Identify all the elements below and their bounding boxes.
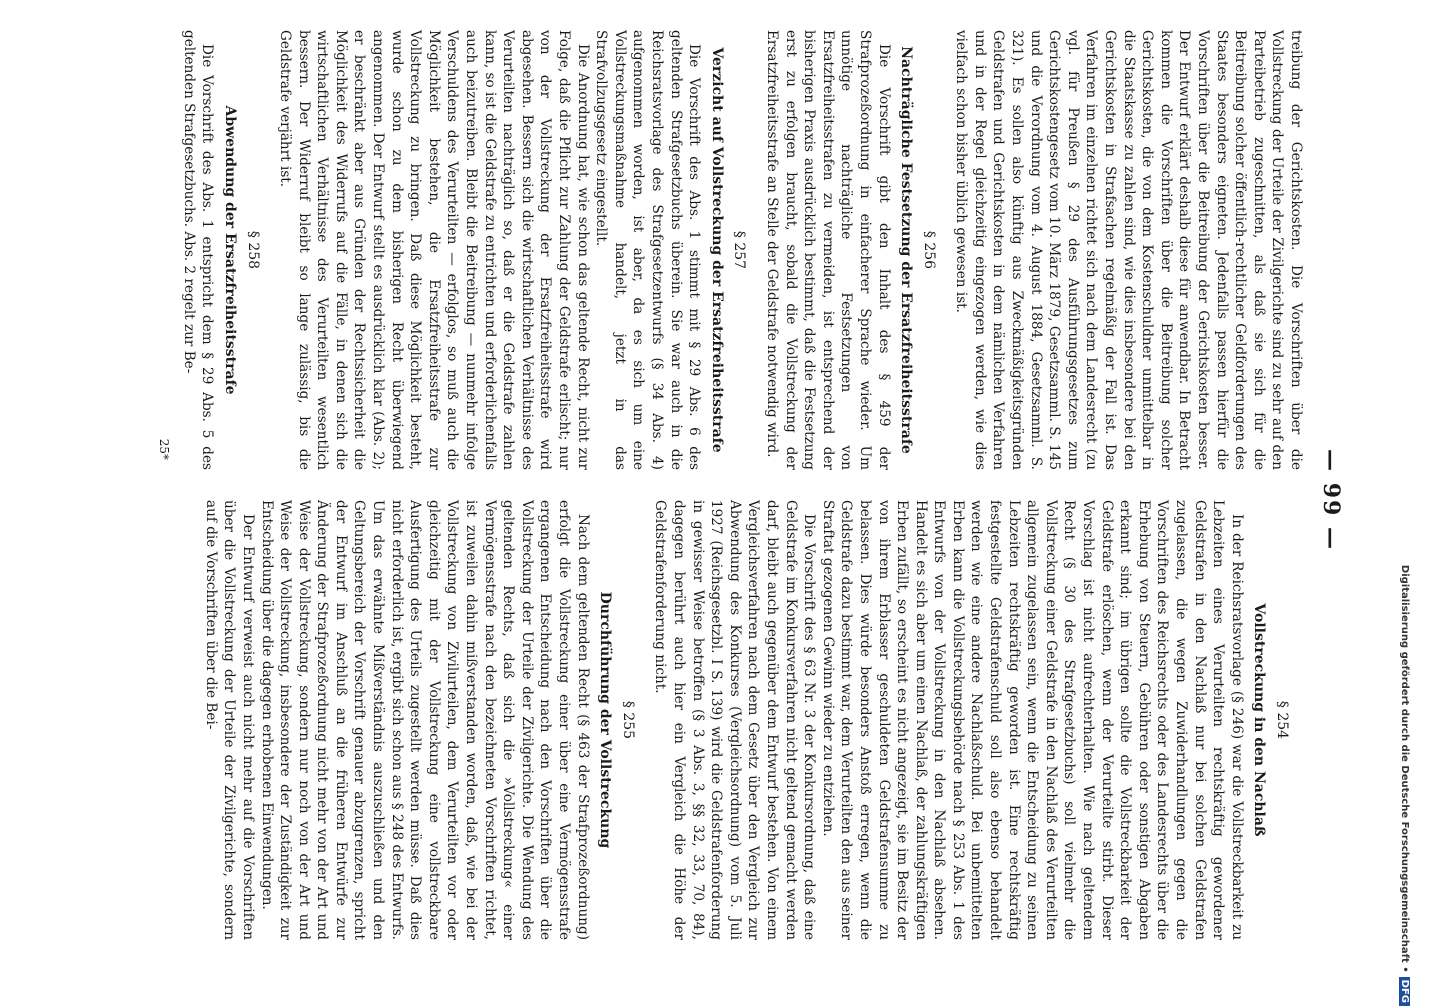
page-number: — 99 —: [1318, 449, 1344, 551]
section-title-258: Abwendung der Ersatzfreiheitsstrafe: [221, 105, 238, 395]
digitization-credit: [1390, 6, 1410, 1006]
paragraph: Die Vorschrift gibt den Inhalt des § 459 der Strafprozeßordnung in einfacherer Sprache wieder. Um unnötige nachträgliche Festsetzungen von Ersatzfreiheitsstrafen zu vermeiden, ist entsprechend der bisherigen Praxis ausdrücklich bestimmt, daß die Festsetzung erst zu erfolgen braucht, sobald die Vollstreckung der Ersatzfreiheitsstrafe an Stelle der Geldstrafe notwendig wird.: [763, 30, 892, 470]
paragraph: Die Anordnung hat, wie schon das geltende Recht, nicht zur Folge, daß die Pflicht zur Zahlung der Geldstrafe erlischt; nur von der Vollstreckung der Ersatzfreiheitsstrafe wird abgesehen. Bessern sich die wirtschaftlichen Verhältnisse des Verurteilten nachträglich so, daß er die Geldstrafe zahlen kann, so ist die Geldstrafe zu entrichten und erforderlichenfalls auch beizutreiben. Bleibt die Beitreibung — nunmehr infolge Verschuldens des Verurteilten — erfolglos, so muß auch die Möglichkeit bestehen, die Ersatzfreiheitsstrafe zur Vollstreckung zu bringen. Daß diese Möglichkeit besteht, wurde schon zu dem bisherigen Recht überwiegend angenommen. Der Entwurf stellt es ausdrücklich klar (Abs. 2); er beschränkt aber aus Gründen der Rechtssicherheit die Möglichkeit des Widerrufs auf die Fälle, in denen sich die wirtschaftlichen Verhältnisse des Verurteilten wesentlich bessern. Der Widerruf bleibt so lange zulässig, bis die Geldstrafe verjährt ist.: [277, 30, 591, 470]
section-number-255: § 255: [619, 700, 636, 740]
paragraph-continued: treibung der Gerichtskosten. Die Vorschriften über die Vollstreckung der Urteile der Zivilgerichte sind zu sehr auf den Parteibetrieb zugeschnitten, als daß sie sich für die Beitreibung solcher öffentlich-rechtlicher Geldforderungen des Staates besonders eigneten. Jedenfalls passen hierfür die Vorschriften über die Beitreibung der Gerichtskosten besser. Der Entwurf erklärt deshalb diese für anwendbar. In Betracht kommen die Vorschriften über die Beitreibung solcher Gerichtskosten, die von dem Kostenschuldner unmittelbar in die Staatskasse zu zahlen sind, wie dies insbesondere bei den Gerichtskosten in Strafsachen regelmäßig der Fall ist. Das Verfahren im einzelnen richtet sich nach dem Landesrecht (zu vgl. für Preußen § 29 des Ausführungsgesetzes zum Gerichtskostengesetz vom 10. März 1879, Gesetzsamml. S. 145 und die Verordnung vom 4. August 1884, Gesetzsamml. S. 321). Es sollen also künftig aus Zweckmäßigkeitsgründen Geldstrafen und Gerichtskosten in dem nämlichen Verfahren und in der Regel gleichzeitig eingezogen werden, wie dies vielfach schon bisher üblich gewesen ist.: [953, 30, 1304, 470]
paragraph: Nach dem geltenden Recht (§ 463 der Strafprozeßordnung) erfolgt die Vollstreckung einer über eine Vermögensstrafe ergangenen Entscheidung nach den Vorschriften über die Vollstreckung der Urteile der Zivilgerichte. Die Wendung des geltenden Rechts, daß sich die »Vollstreckung« einer Vermögensstrafe nach den bezeichneten Vorschriften richtet, ist zuweilen dahin mißverstanden worden, daß, wie bei der Vollstreckung von Zivilurteilen, dem Verurteilten vor oder gleichzeitig mit der Vollstreckung eine vollstreckbare Ausfertigung des Urteils zugestellt werden müsse. Daß dies nicht erforderlich ist, ergibt sich schon aus § 248 des Entwurfs. Um das erwähnte Mißverständnis auszuschließen und den Geltungsbereich der Vorschrift genauer abzugrenzen, spricht der Entwurf im Anschluß an die früheren Entwürfe zur Änderung der Strafprozeßordnung nicht mehr von der Art und Weise der Vollstreckung, sondern nur noch von der Art und Weise der Vollstreckung, insbesondere der Zuständigkeit zur Entscheidung über die dagegen erhobenen Einwendungen.: [258, 500, 591, 940]
right-column: [155, 30, 1305, 470]
credit-text: Digitalisierung gefördert durch die Deutsche Forschungsgemeinschaft •: [1399, 564, 1410, 973]
section-title-255: Durchführung der Vollstreckung: [597, 591, 614, 849]
section-title-257: Verzicht auf Vollstreckung der Ersatzfreiheitsstrafe: [708, 47, 725, 453]
section-number-257: § 257: [731, 230, 748, 270]
section-title-256: Nachträgliche Festsetzung der Ersatzfreiheitsstrafe: [898, 46, 915, 454]
dfg-logo: DFG: [1399, 977, 1410, 1006]
section-number-258: § 258: [244, 230, 261, 270]
section-number-256: § 256: [920, 230, 937, 270]
section-title-254: Vollstreckung in den Nachlaß: [1251, 603, 1268, 837]
section-number-254: § 254: [1274, 700, 1290, 740]
paragraph: Die Vorschrift des Abs. 1 entspricht dem § 29 Abs. 5 des geltenden Strafgesetzbuchs. Abs. 2 regelt zur Be-: [180, 30, 216, 470]
paragraph: Die Vorschrift des § 63 Nr. 3 der Konkursordnung, daß eine Geldstrafe im Konkursverfahren nicht geltend gemacht werden darf, bleibt auch gegenüber dem Entwurf bestehen. Von einem Vergleichsverfahren nach dem Gesetz über den Vergleich zur Abwendung des Konkurses (Vergleichsordnung) vom 5. Juli 1927 (Reichsgesetzbl. I S. 139) wird die Geldstrafenforderung in gewisser Weise betroffen (§ 3 Abs. 3, §§ 32, 33, 70, 84), dagegen berührt auch hier ein Vergleich die Höhe der Geldstrafenforderung nicht.: [652, 500, 818, 940]
signature-mark: 25*: [157, 438, 172, 460]
document-page: [120, 0, 1420, 1000]
paragraph: Der Entwurf verweist auch nicht mehr auf die Vorschriften über die Vollstreckung der Urteile der Zivilgerichte, sondern auf die Vorschriften über die Bei-: [202, 500, 256, 940]
left-column: [201, 500, 1305, 940]
paragraph: Die Vorschrift des Abs. 1 stimmt mit § 29 Abs. 6 des geltenden Strafgesetzbuchs überein. Sie war auch in die Reichsratsvorlage des Strafgesetzentwurfs (§ 34 Abs. 4) aufgenommen worden, ist aber, da es sich um eine Vollstreckungsmaßnahme handelt, jetzt in das Strafvollzugsgesetz eingestellt.: [593, 30, 703, 470]
paragraph: In der Reichsratsvorlage (§ 246) war die Vollstreckbarkeit zu Lebzeiten eines Verurteilten rechtskräftig gewordener Geldstrafen in den Nachlaß nur bei solchen Geldstrafen zugelassen, die wegen Zuwiderhandlungen gegen die Vorschriften des Reichsrechts oder des Landesrechts über die Erhebung von Steuern, Gebühren oder sonstigen Abgaben erkannt sind; im übrigen sollte die Vollstreckbarkeit der Geldstrafe erlöschen, wenn der Verurteilte stirbt. Dieser Vorschlag ist nicht aufrechterhalten. Wie nach geltendem Recht (§ 30 des Strafgesetzbuchs) soll vielmehr die Vollstreckung einer Geldstrafe in den Nachlaß des Verurteilten allgemein zugelassen sein, wenn die Entscheidung zu seinen Lebzeiten rechtskräftig geworden ist. Eine rechtskräftig festgestellte Geldstrafenschuld soll also ebenso behandelt werden wie eine andere Nachlaßschuld. Bei unbemittelten Erben kann die Vollstreckungsbehörde nach § 253 Abs. 1 des Entwurfs von der Vollstreckung in den Nachlaß absehen. Handelt es sich aber um einen Nachlaß, der zahlungskräftigen Erben zufällt, so erscheint es nicht angezeigt, sie im Besitz der von ihrem Erblasser geschuldeten Geldstrafensumme zu belassen. Dies würde besonders Anstoß erregen, wenn die Geldstrafe dazu bestimmt war, dem Verurteilten den aus seiner Straftat gezogenen Gewinn wieder zu entziehen.: [819, 500, 1245, 940]
